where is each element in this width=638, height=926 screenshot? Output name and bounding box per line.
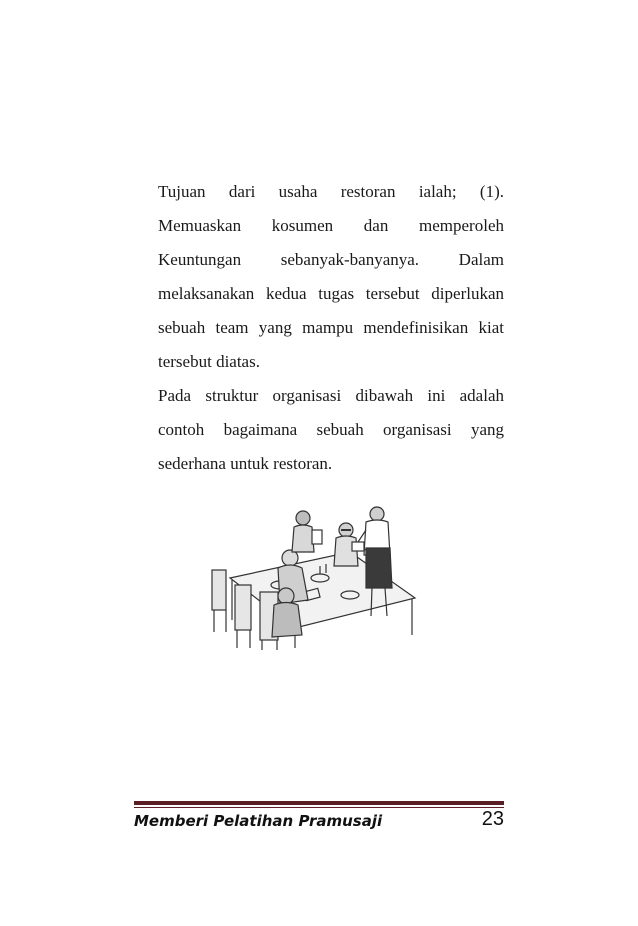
- body-line: Memuaskan kosumen dan memperoleh: [158, 216, 504, 235]
- body-line: tersebut diatas.: [158, 352, 260, 371]
- body-line: contoh bagaimana sebuah organisasi yang: [158, 420, 504, 439]
- body-line: Keuntungan sebanyak-banyanya. Dalam: [158, 250, 504, 269]
- body-line: sebuah team yang mampu mendefinisikan kiat: [158, 318, 504, 337]
- body-text: [158, 175, 504, 481]
- body-line: Pada struktur organisasi dibawah ini adalah: [158, 386, 504, 405]
- page-number: 23: [481, 808, 504, 830]
- restaurant-table-illustration: [200, 500, 430, 650]
- footer-title: Memberi Pelatihan Pramusaji: [134, 812, 383, 830]
- body-line: melaksanakan kedua tugas tersebut diperlukan: [158, 284, 504, 303]
- footer-rule: [134, 801, 504, 805]
- body-line: sederhana untuk restoran.: [158, 454, 333, 473]
- body-line: Tujuan dari usaha restoran ialah; (1).: [158, 182, 504, 201]
- footer-rule-thin: [134, 807, 504, 808]
